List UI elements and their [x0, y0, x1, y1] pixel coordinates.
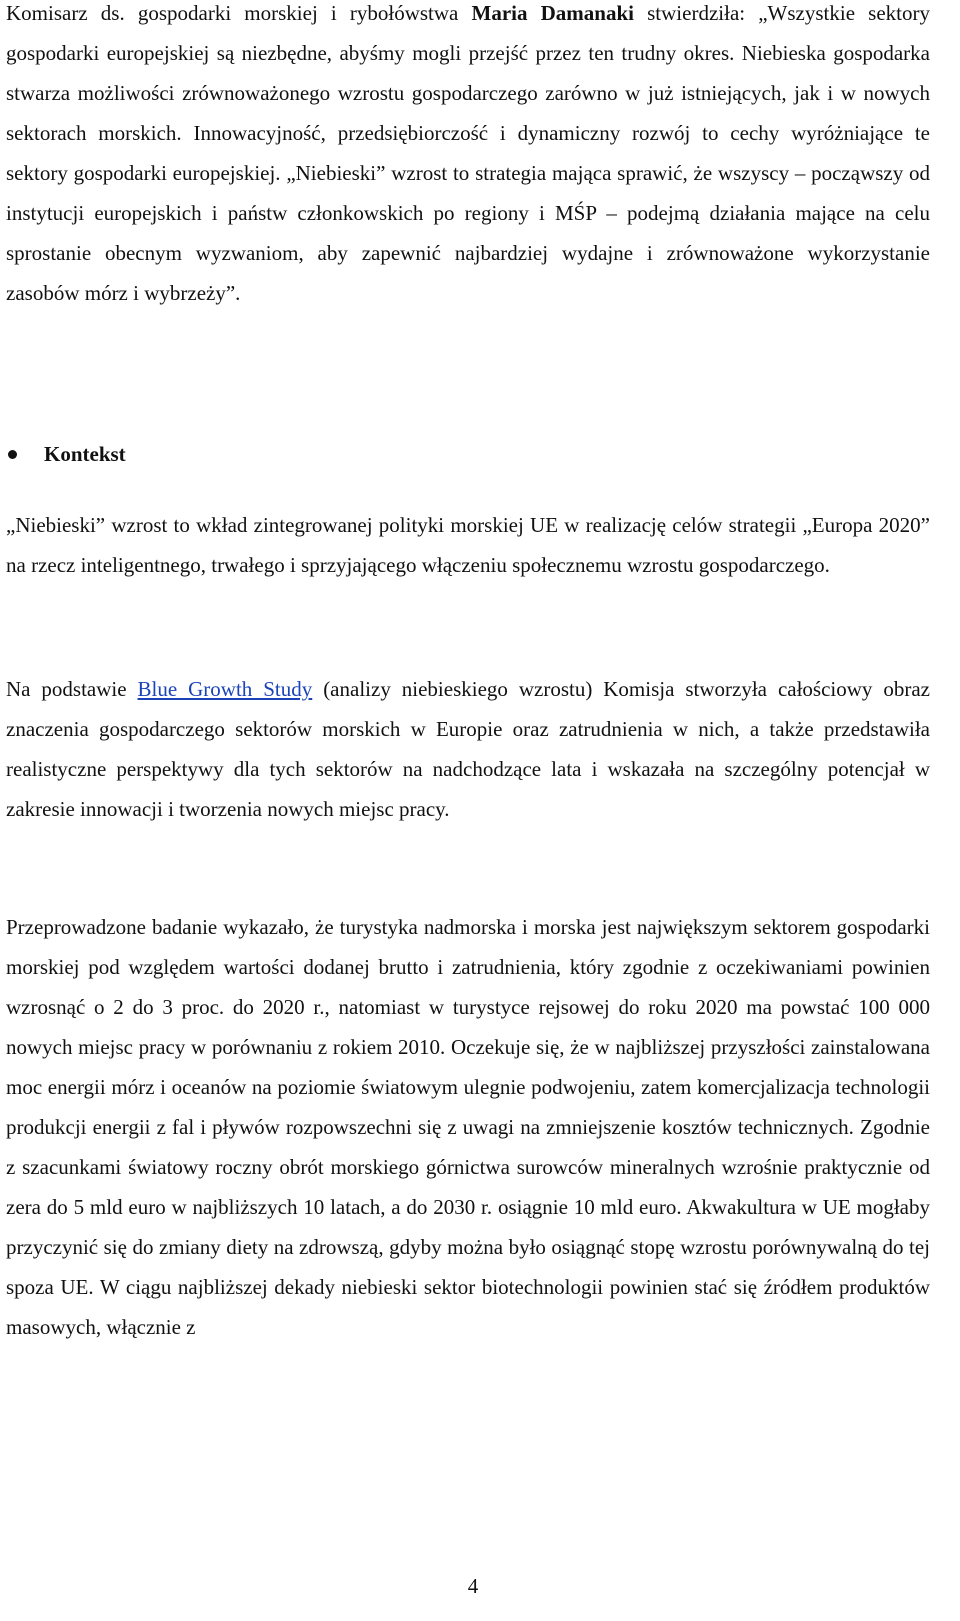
study-paragraph: [6, 669, 930, 829]
study-text-start: Na podstawie: [6, 677, 138, 701]
section-heading: [6, 434, 126, 474]
page-number: 4: [467, 1574, 479, 1598]
intro-text-quote: stwierdziła: „Wszystkie sektory gospodarki europejskiej są niezbędne, abyśmy mogli przejść przez ten trudny okres. Niebieska gospodarka stwarza możliwości zrównoważonego wzrostu gospodarczego zarówno w już istniejących, jak i w nowych sektorach morskich. Innowacyjność, przedsiębiorczość i dynamiczny rozwój to cechy wyróżniające te sektory gospodarki europejskiej. „Niebieski” wzrost to strategia mająca sprawić, że wszyscy – począwszy od instytucji europejskich i państw członkowskich po regiony i MŚP – podejmą działania mające na celu sprostanie obecnym wyzwaniom, aby zapewnić najbardziej wydajne i zrównoważone wykorzystanie zasobów mórz i wybrzeży”.: [6, 1, 930, 305]
commissioner-name: Maria Damanaki: [471, 1, 634, 25]
context-paragraph: „Niebieski” wzrost to wkład zintegrowanej polityki morskiej UE w realizację celów strategii „Europa 2020” na rzecz inteligentnego, trwałego i sprzyjającego włączeniu społecznemu wzrostu gospodarczego.: [6, 513, 930, 577]
intro-text-start: Komisarz ds. gospodarki morskiej i rybołówstwa: [6, 1, 472, 25]
findings-paragraph: Przeprowadzone badanie wykazało, że turystyka nadmorska i morska jest największym sektorem gospodarki morskiej pod względem wartości dodanej brutto i zatrudnienia, który zgodnie z oczekiwaniami powinien wzrosnąć o 2 do 3 proc. do 2020 r., natomiast w turystyce rejsowej do roku 2020 ma powstać 100 000 nowych miejsc pracy w porównaniu z rokiem 2010. Oczekuje się, że w najbliższej przyszłości zainstalowana moc energii mórz i oceanów na poziomie światowym ulegnie podwojeniu, zatem komercjalizacja technologii produkcji energii z fal i pływów rozpowszechni się z uwagi na zmniejszenie kosztów technicznych. Zgodnie z szacunkami światowy roczny obrót morskiego górnictwa surowców mineralnych wzrośnie praktycznie od zera do 5 mld euro w najbliższych 10 latach, a do 2030 r. osiągnie 10 mld euro. Akwakultura w UE mogłaby przyczynić się do zmiany diety na zdrowszą, gdyby można było osiągnąć stopę wzrostu porównywalną do tej spoza UE. W ciągu najbliższej dekady niebieski sektor biotechnologii powinien stać się źródłem produktów masowych, włącznie z: [6, 915, 930, 1339]
section-heading-text: Kontekst: [44, 441, 126, 466]
bullet-icon: [8, 450, 17, 459]
intro-paragraph: [6, 0, 930, 313]
study-text-rest: (analizy niebieskiego wzrostu) Komisja stworzyła całościowy obraz znaczenia gospodarczego sektorów morskich w Europie oraz zatrudnienia w nich, a także przedstawiła realistyczne perspektywy dla tych sektorów na nadchodzące lata i wskazała na szczególny potencjał w zakresie innowacji i tworzenia nowych miejsc pracy.: [6, 677, 930, 821]
blue-growth-study-link[interactable]: Blue Growth Study: [137, 677, 313, 701]
